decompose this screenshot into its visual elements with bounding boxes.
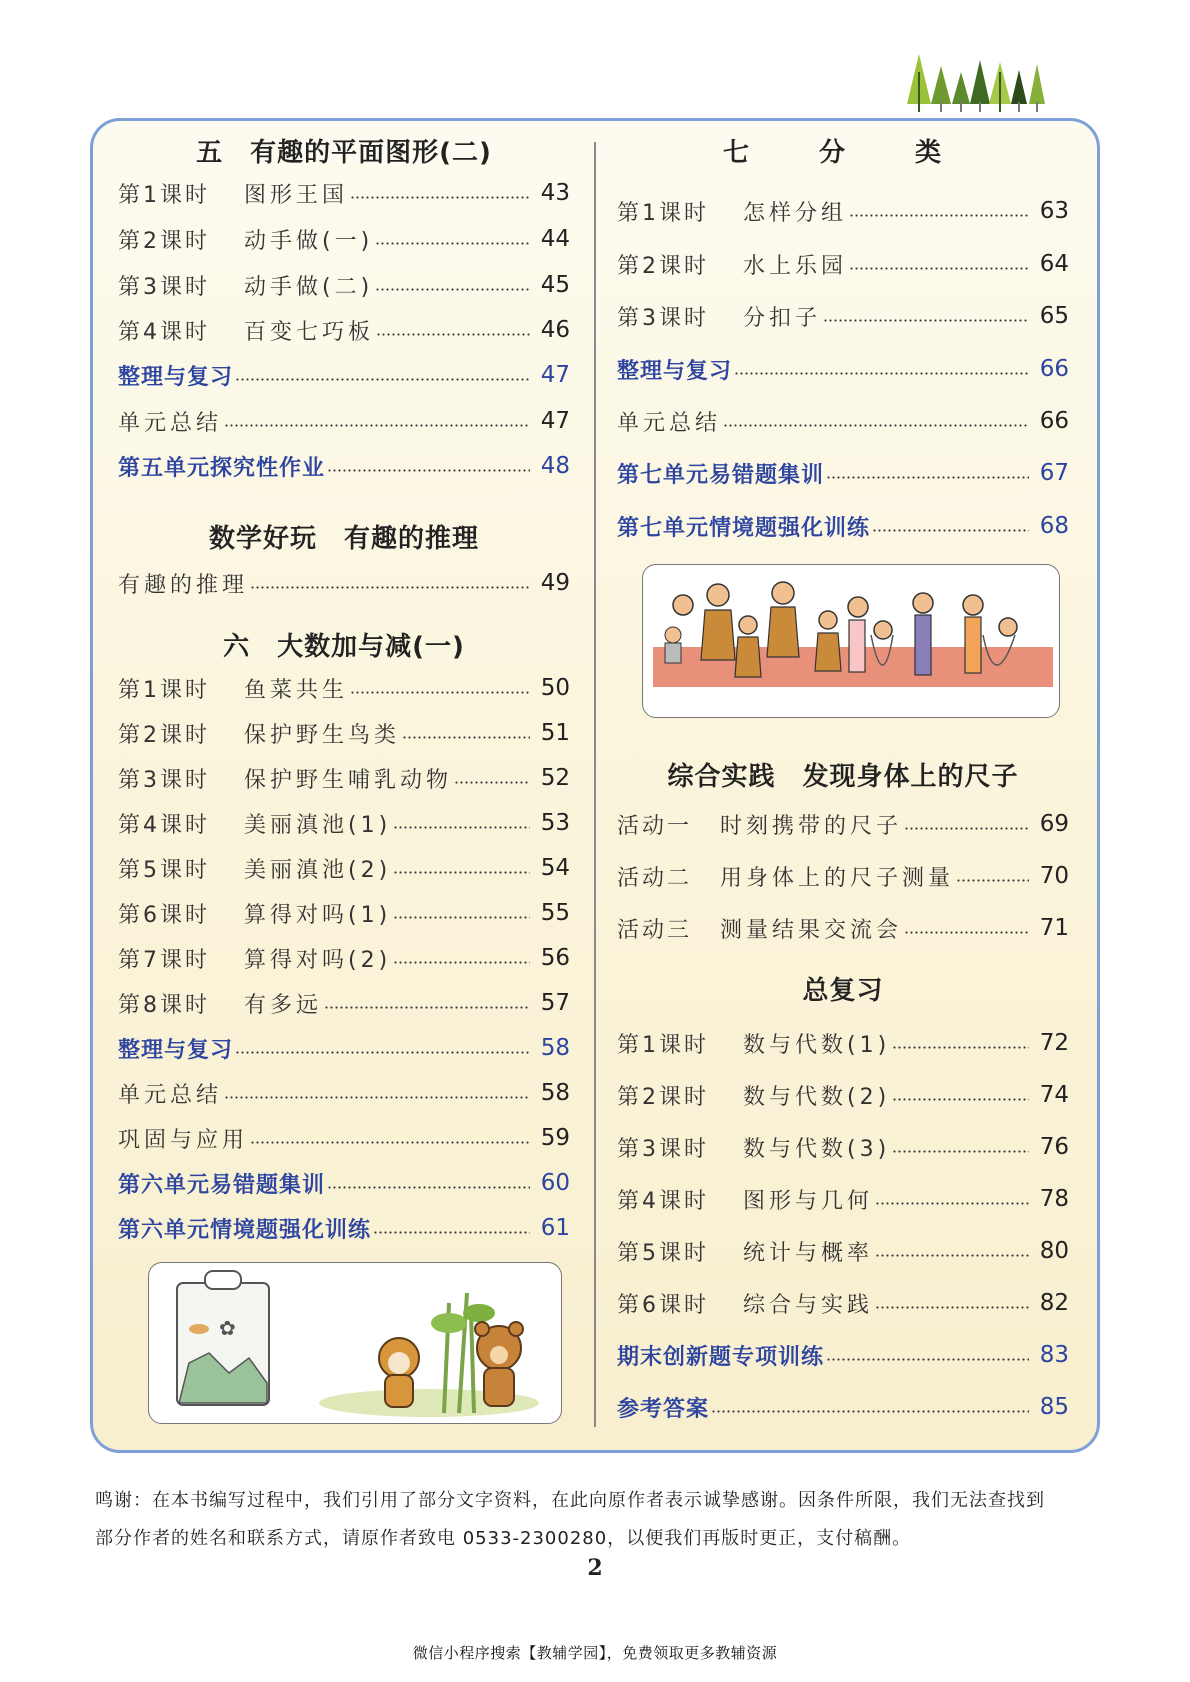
page-ref: 60 bbox=[540, 1170, 570, 1196]
dot-leader bbox=[904, 827, 1029, 830]
page-ref: 70 bbox=[1039, 863, 1069, 889]
dot-leader bbox=[711, 1410, 1029, 1413]
dot-leader bbox=[956, 879, 1029, 882]
entry-title: 百变七巧板 bbox=[244, 319, 375, 345]
dot-leader bbox=[723, 424, 1029, 427]
entry-title: 测量结果交流会 bbox=[720, 917, 903, 943]
entry-title: 美丽滇池(2) bbox=[244, 857, 392, 883]
illustration-art-icon bbox=[149, 1263, 561, 1423]
page-ref: 65 bbox=[1039, 303, 1069, 329]
entry-title: 巩固与应用 bbox=[118, 1127, 249, 1153]
entry-title: 单元总结 bbox=[118, 1082, 223, 1108]
page-ref: 63 bbox=[1039, 198, 1069, 224]
toc-entry[interactable] bbox=[118, 806, 570, 840]
illustration-art-icon bbox=[643, 565, 1059, 717]
page-ref: 54 bbox=[540, 855, 570, 881]
dot-leader bbox=[224, 424, 530, 427]
rice-bag-monkey-bear-illustration bbox=[148, 1262, 562, 1424]
toc-entry[interactable] bbox=[118, 566, 570, 600]
entry-title: 第七单元易错题集训 bbox=[617, 462, 825, 488]
toc-entry-review[interactable] bbox=[118, 1031, 570, 1065]
dot-leader bbox=[402, 736, 530, 739]
page-ref: 76 bbox=[1039, 1134, 1069, 1160]
entry-title: 鱼菜共生 bbox=[244, 677, 349, 703]
activity-label: 活动二 bbox=[617, 865, 693, 891]
lesson-label: 第4课时 bbox=[118, 319, 210, 345]
lesson-label: 第1课时 bbox=[617, 1032, 709, 1058]
watermark-text: 微信小程序搜索【教辅学园】，免费领取更多教辅资源 bbox=[412, 1644, 778, 1662]
dot-leader bbox=[350, 196, 530, 199]
activity-label: 活动三 bbox=[617, 917, 693, 943]
svg-text:✿: ✿ bbox=[219, 1316, 236, 1340]
section-heading-unit-6: 六 大数加与减(一) bbox=[223, 632, 465, 662]
toc-entry[interactable] bbox=[118, 176, 570, 210]
page-ref: 51 bbox=[540, 720, 570, 746]
toc-entry[interactable] bbox=[118, 313, 570, 347]
entry-title: 单元总结 bbox=[118, 410, 223, 436]
entry-title: 第七单元情境题强化训练 bbox=[617, 515, 871, 541]
toc-entry[interactable] bbox=[118, 1121, 570, 1155]
page-number: 2 bbox=[587, 1555, 603, 1581]
dot-leader bbox=[892, 1098, 1029, 1101]
entry-title: 数与代数(3) bbox=[743, 1136, 891, 1162]
toc-entry-scenario-drill[interactable] bbox=[617, 509, 1069, 543]
toc-entry-final-exam[interactable] bbox=[617, 1338, 1069, 1372]
entry-title: 保护野生鸟类 bbox=[244, 722, 401, 748]
entry-title: 怎样分组 bbox=[743, 200, 848, 226]
toc-entry[interactable] bbox=[617, 1286, 1069, 1320]
entry-title: 综合与实践 bbox=[743, 1292, 874, 1318]
entry-title: 时刻携带的尺子 bbox=[720, 813, 903, 839]
lesson-label: 第3课时 bbox=[118, 274, 210, 300]
section-heading-final-review: 总复习 bbox=[802, 976, 884, 1006]
page-ref: 78 bbox=[1039, 1186, 1069, 1212]
page-ref: 80 bbox=[1039, 1238, 1069, 1264]
dot-leader bbox=[872, 529, 1029, 532]
dot-leader bbox=[375, 242, 530, 245]
dot-leader bbox=[376, 333, 530, 336]
dot-leader bbox=[892, 1046, 1029, 1049]
page-ref: 46 bbox=[540, 317, 570, 343]
dot-leader bbox=[375, 288, 530, 291]
entry-title: 分扣子 bbox=[743, 305, 822, 331]
page-ref: 47 bbox=[540, 362, 570, 388]
toc-entry[interactable] bbox=[118, 986, 570, 1020]
toc-entry[interactable] bbox=[617, 911, 1069, 945]
toc-entry[interactable] bbox=[118, 268, 570, 302]
toc-entry-error-drill[interactable] bbox=[118, 1166, 570, 1200]
dot-leader bbox=[250, 1141, 530, 1144]
lesson-label: 第4课时 bbox=[118, 812, 210, 838]
toc-entry[interactable] bbox=[617, 299, 1069, 333]
page-ref: 55 bbox=[540, 900, 570, 926]
section-heading-practice: 综合实践 发现身体上的尺子 bbox=[667, 762, 1019, 792]
entry-title: 期末创新题专项训练 bbox=[617, 1344, 825, 1370]
page-ref: 45 bbox=[540, 272, 570, 298]
page-ref: 52 bbox=[540, 765, 570, 791]
page-ref: 72 bbox=[1039, 1030, 1069, 1056]
dot-leader bbox=[350, 691, 530, 694]
lesson-label: 第5课时 bbox=[118, 857, 210, 883]
toc-entry[interactable] bbox=[617, 859, 1069, 893]
entry-title: 动手做(二) bbox=[244, 274, 374, 300]
toc-entry[interactable] bbox=[118, 941, 570, 975]
page-ref: 82 bbox=[1039, 1290, 1069, 1316]
lesson-label: 第3课时 bbox=[617, 305, 709, 331]
toc-entry[interactable] bbox=[617, 194, 1069, 228]
page-ref: 59 bbox=[540, 1125, 570, 1151]
dot-leader bbox=[875, 1202, 1029, 1205]
lesson-label: 第3课时 bbox=[617, 1136, 709, 1162]
dot-leader bbox=[393, 826, 530, 829]
dot-leader bbox=[849, 267, 1029, 270]
acknowledgement-line-1: 鸣谢：在本书编写过程中，我们引用了部分文字资料，在此向原作者表示诚挚感谢。因条件所限，我们无法查找到 bbox=[95, 1490, 1045, 1511]
dot-leader bbox=[250, 586, 530, 589]
entry-title: 单元总结 bbox=[617, 410, 722, 436]
toc-entry[interactable] bbox=[617, 1078, 1069, 1112]
dot-leader bbox=[235, 378, 530, 381]
dot-leader bbox=[904, 931, 1029, 934]
dot-leader bbox=[224, 1096, 530, 1099]
entry-title: 图形王国 bbox=[244, 182, 349, 208]
entry-title: 用身体上的尺子测量 bbox=[720, 865, 955, 891]
section-heading-unit-5: 五 有趣的平面图形(二) bbox=[196, 138, 492, 168]
page-ref: 56 bbox=[540, 945, 570, 971]
page-ref: 66 bbox=[1039, 408, 1069, 434]
dot-leader bbox=[393, 871, 530, 874]
entry-title: 水上乐园 bbox=[743, 253, 848, 279]
dot-leader bbox=[327, 469, 530, 472]
toc-entry[interactable] bbox=[118, 671, 570, 705]
acknowledgement-text bbox=[95, 1482, 1105, 1558]
dot-leader bbox=[393, 961, 530, 964]
page-ref: 61 bbox=[540, 1215, 570, 1241]
entry-title: 第六单元情境题强化训练 bbox=[118, 1217, 372, 1243]
toc-entry[interactable] bbox=[617, 1026, 1069, 1060]
lesson-label: 第6课时 bbox=[617, 1292, 709, 1318]
entry-title: 第五单元探究性作业 bbox=[118, 455, 326, 481]
page-ref: 47 bbox=[540, 408, 570, 434]
entry-title: 图形与几何 bbox=[743, 1188, 874, 1214]
toc-entry-homework[interactable] bbox=[118, 449, 570, 483]
page-ref: 85 bbox=[1039, 1394, 1069, 1420]
toc-entry[interactable] bbox=[617, 807, 1069, 841]
entry-title: 美丽滇池(1) bbox=[244, 812, 392, 838]
toc-entry[interactable] bbox=[617, 247, 1069, 281]
entry-title: 整理与复习 bbox=[118, 1037, 234, 1063]
toc-entry[interactable] bbox=[617, 1130, 1069, 1164]
dot-leader bbox=[823, 319, 1029, 322]
page-ref: 67 bbox=[1039, 460, 1069, 486]
entry-title: 第六单元易错题集训 bbox=[118, 1172, 326, 1198]
dot-leader bbox=[393, 916, 530, 919]
lesson-label: 第8课时 bbox=[118, 992, 210, 1018]
toc-entry-error-drill[interactable] bbox=[617, 456, 1069, 490]
children-sack-race-jump-rope-illustration bbox=[642, 564, 1060, 718]
page-ref: 50 bbox=[540, 675, 570, 701]
dot-leader bbox=[734, 372, 1029, 375]
toc-entry-review[interactable] bbox=[617, 352, 1069, 386]
lesson-label: 第1课时 bbox=[617, 200, 709, 226]
page-ref: 58 bbox=[540, 1035, 570, 1061]
page-ref: 48 bbox=[540, 453, 570, 479]
dot-leader bbox=[327, 1186, 530, 1189]
dot-leader bbox=[875, 1306, 1029, 1309]
toc-entry[interactable] bbox=[118, 896, 570, 930]
dot-leader bbox=[235, 1051, 530, 1054]
page-ref: 57 bbox=[540, 990, 570, 1016]
acknowledgement-line-2: 部分作者的姓名和联系方式，请原作者致电 0533-2300280，以便我们再版时更正，支付稿酬。 bbox=[95, 1528, 912, 1549]
page-ref: 83 bbox=[1039, 1342, 1069, 1368]
entry-title: 整理与复习 bbox=[118, 364, 234, 390]
toc-entry[interactable] bbox=[617, 404, 1069, 438]
entry-title: 整理与复习 bbox=[617, 358, 733, 384]
lesson-label: 第1课时 bbox=[118, 182, 210, 208]
dot-leader bbox=[849, 214, 1029, 217]
toc-entry[interactable] bbox=[118, 1076, 570, 1110]
page-ref: 66 bbox=[1039, 356, 1069, 382]
trees-decoration-icon bbox=[905, 52, 1055, 114]
column-divider bbox=[594, 142, 596, 1427]
toc-entry[interactable] bbox=[617, 1234, 1069, 1268]
toc-entry[interactable] bbox=[118, 404, 570, 438]
entry-title: 有趣的推理 bbox=[118, 572, 249, 598]
entry-title: 数与代数(1) bbox=[743, 1032, 891, 1058]
page-ref: 74 bbox=[1039, 1082, 1069, 1108]
page-ref: 43 bbox=[540, 180, 570, 206]
entry-title: 数与代数(2) bbox=[743, 1084, 891, 1110]
entry-title: 动手做(一) bbox=[244, 228, 374, 254]
dot-leader bbox=[324, 1006, 530, 1009]
lesson-label: 第4课时 bbox=[617, 1188, 709, 1214]
page-ref: 44 bbox=[540, 226, 570, 252]
toc-entry[interactable] bbox=[118, 851, 570, 885]
toc-entry[interactable] bbox=[118, 716, 570, 750]
lesson-label: 第1课时 bbox=[118, 677, 210, 703]
toc-entry-review[interactable] bbox=[118, 358, 570, 392]
lesson-label: 第5课时 bbox=[617, 1240, 709, 1266]
toc-entry-scenario-drill[interactable] bbox=[118, 1211, 570, 1245]
dot-leader bbox=[875, 1254, 1029, 1257]
dot-leader bbox=[826, 476, 1029, 479]
page-ref: 68 bbox=[1039, 513, 1069, 539]
dot-leader bbox=[892, 1150, 1029, 1153]
dot-leader bbox=[454, 781, 530, 784]
entry-title: 统计与概率 bbox=[743, 1240, 874, 1266]
dot-leader bbox=[373, 1231, 530, 1234]
section-heading-fun-math: 数学好玩 有趣的推理 bbox=[208, 524, 479, 554]
entry-title: 算得对吗(2) bbox=[244, 947, 392, 973]
lesson-label: 第6课时 bbox=[118, 902, 210, 928]
activity-label: 活动一 bbox=[617, 813, 693, 839]
lesson-label: 第2课时 bbox=[118, 228, 210, 254]
lesson-label: 第2课时 bbox=[118, 722, 210, 748]
lesson-label: 第2课时 bbox=[617, 253, 709, 279]
page-ref: 58 bbox=[540, 1080, 570, 1106]
page-ref: 53 bbox=[540, 810, 570, 836]
toc-entry-answers[interactable] bbox=[617, 1390, 1069, 1424]
entry-title: 算得对吗(1) bbox=[244, 902, 392, 928]
lesson-label: 第2课时 bbox=[617, 1084, 709, 1110]
page-ref: 64 bbox=[1039, 251, 1069, 277]
lesson-label: 第7课时 bbox=[118, 947, 210, 973]
section-heading-unit-7: 七 分 类 bbox=[722, 138, 963, 168]
entry-title: 参考答案 bbox=[617, 1396, 710, 1422]
entry-title: 有多远 bbox=[244, 992, 323, 1018]
page-ref: 69 bbox=[1039, 811, 1069, 837]
page-ref: 49 bbox=[540, 570, 570, 596]
page-ref: 71 bbox=[1039, 915, 1069, 941]
toc-entry[interactable] bbox=[118, 222, 570, 256]
dot-leader bbox=[826, 1358, 1029, 1361]
lesson-label: 第3课时 bbox=[118, 767, 210, 793]
entry-title: 保护野生哺乳动物 bbox=[244, 767, 453, 793]
toc-entry[interactable] bbox=[118, 761, 570, 795]
toc-entry[interactable] bbox=[617, 1182, 1069, 1216]
